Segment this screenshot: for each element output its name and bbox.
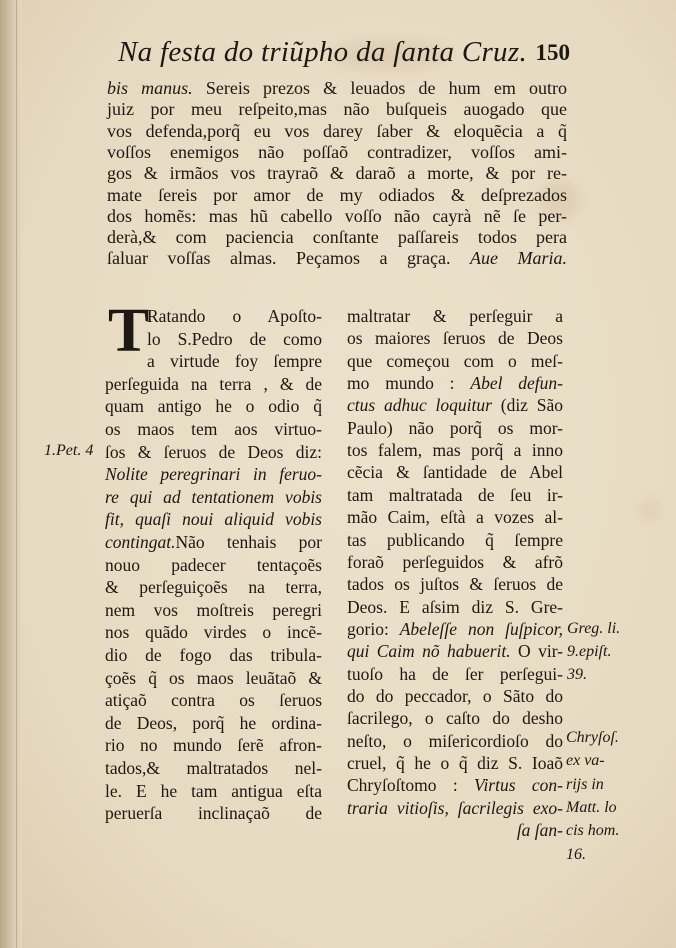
text-span: O vir- <box>510 641 563 662</box>
text-span: mo mundo : <box>347 373 471 394</box>
text-span: perſeguida na terra , & de <box>105 373 322 394</box>
page-edge-line <box>16 0 17 948</box>
text-line <box>347 462 563 483</box>
text-span: le. E he tam antigua eſta <box>105 780 322 801</box>
italic-text: Abel defun- <box>470 373 563 394</box>
text-line <box>105 442 322 463</box>
italic-text: qui Caim nõ habuerit. <box>347 641 511 662</box>
text-line <box>347 306 563 327</box>
text-line <box>147 306 322 327</box>
italic-text: Abeleſſe non ſuſpicor, <box>399 618 563 639</box>
text-span: ſacrilego, o caſto do desho <box>347 708 563 729</box>
running-title: Na festa do triũpho da ſanta Cruz. <box>118 36 527 68</box>
text-line <box>147 329 322 350</box>
text-span: gorio: <box>347 618 400 639</box>
margin-note: cis hom. <box>566 822 620 840</box>
text-line <box>347 664 563 685</box>
text-line <box>107 99 567 120</box>
margin-note: 39. <box>567 666 587 683</box>
text-line <box>105 419 322 440</box>
margin-note: Greg. li. <box>567 620 621 637</box>
text-span: tuoſo ha de ſer perſegui- <box>347 663 563 684</box>
text-line <box>107 142 567 163</box>
page-edge <box>0 0 22 948</box>
margin-note: Chryſoſ. <box>566 729 619 746</box>
text-span: os maiores ſeruos de Deos <box>347 328 563 349</box>
text-span: do do peccador, o Sãto do <box>347 685 563 706</box>
text-line <box>105 690 322 711</box>
text-line <box>347 820 563 841</box>
text-line <box>105 487 322 508</box>
text-line <box>105 509 322 530</box>
text-line <box>105 645 322 666</box>
text-span: que começou com o meſ- <box>347 350 563 371</box>
italic-text: re qui ad tentationem vobis <box>105 486 322 507</box>
text-span: neſto, o miſericordioſo do <box>347 730 563 751</box>
text-line <box>105 555 322 576</box>
text-line <box>347 753 563 774</box>
text-span: Chryſoſtomo : <box>347 775 475 796</box>
page-number: 150 <box>535 40 570 65</box>
text-line <box>347 395 563 416</box>
text-span: maltratar & perſeguir a <box>347 306 563 326</box>
text-line <box>105 396 322 417</box>
text-span: (diz São <box>491 395 563 416</box>
text-line <box>105 668 322 689</box>
text-span: mão Caim, eſtà a vozes al- <box>347 507 563 528</box>
text-span: lo S.Pedro de como <box>147 328 322 349</box>
margin-note: 16. <box>566 845 586 863</box>
text-span: Sereis prezos & leuados de hum em outro <box>192 78 567 98</box>
text-span: peruerſa inclinaçaõ de <box>105 803 322 824</box>
text-line <box>347 708 563 729</box>
text-span: nouo padecer tentaçoẽs <box>105 554 322 575</box>
text-span: cẽcia & ſantidade de Abel <box>347 462 563 483</box>
text-line <box>107 248 567 269</box>
text-line <box>347 798 563 819</box>
text-span: tados,& maltratados nel- <box>105 758 322 778</box>
italic-text: bis manus. <box>107 78 193 98</box>
text-span: & perſeguiçoẽs na terra, <box>105 577 322 598</box>
italic-text: Nolite peregrinari in feruo- <box>105 464 322 485</box>
text-line <box>105 758 322 779</box>
text-span: Ratando o Apoſto- <box>147 306 322 326</box>
text-line <box>107 185 567 206</box>
text-line <box>347 440 563 461</box>
text-span: tos falem, mas porq̃ a inno <box>347 440 563 461</box>
text-span: tas publicando q̃ ſempre <box>347 529 563 550</box>
text-span: çoẽs q̃ os maos leuãtaõ & <box>105 667 322 688</box>
text-line <box>105 532 322 553</box>
text-line <box>347 686 563 707</box>
text-span: dio de fogo das tribula- <box>105 645 322 665</box>
text-line <box>347 418 563 439</box>
italic-text: ctus adhuc loquitur <box>347 395 492 416</box>
text-line <box>147 351 322 372</box>
margin-note: Matt. lo <box>566 798 617 816</box>
running-header <box>118 36 570 70</box>
text-span: mate ſereis por amor de my odiados & deſprezados <box>107 184 567 205</box>
text-line <box>107 163 567 184</box>
text-span: ſos & ſeruos de Deos diz: <box>105 441 322 462</box>
text-span: vos defenda,porq̃ eu vos darey ſaber & eloquẽcia a q̃ <box>107 120 567 141</box>
stain <box>640 500 660 520</box>
text-span: Paulo) não porq̃ os mor- <box>347 417 563 438</box>
text-line <box>107 227 567 248</box>
text-line <box>347 619 563 640</box>
text-span: os maos tem aos virtuo- <box>105 419 322 439</box>
text-span: cruel, q̃ he o q̃ diz S. Ioaõ <box>347 753 563 773</box>
text-span: atiçaõ contra os ſeruos <box>105 690 322 711</box>
text-span: a virtude foy ſempre <box>147 351 322 372</box>
text-span: Deos. E aſsim diz S. Gre- <box>347 596 563 617</box>
text-span: derà,& com paciencia conſtante paſſareis todos pera <box>107 227 567 248</box>
text-line <box>105 713 322 734</box>
text-line <box>347 597 563 618</box>
drop-cap: T <box>108 297 150 365</box>
text-line <box>347 530 563 551</box>
text-line <box>347 574 563 595</box>
text-span: dos homẽs: mas hũ cabello voſſo não cayrà nẽ ſe per- <box>107 205 567 226</box>
text-span: Não tenhais por <box>175 532 322 552</box>
text-span: ſaluar voſſas almas. Peçamos a graça. <box>107 248 470 269</box>
text-span: foraõ perſeguidos & afrõ <box>347 551 563 572</box>
text-span: voſſos enemigos não poſſaõ contradizer, voſſos ami- <box>107 141 567 162</box>
text-line <box>347 485 563 506</box>
text-span: quam antigo he o odio q̃ <box>105 396 322 417</box>
text-line <box>105 735 322 756</box>
margin-note: ex va- <box>566 752 605 770</box>
text-line <box>105 464 322 485</box>
margin-note: 1.Pet. 4 <box>44 442 94 459</box>
text-span: nem vos moſtreis peregri <box>105 599 322 620</box>
text-span: gos & irmãos vos trayraõ & daraõ a morte, & por re- <box>107 163 567 184</box>
text-line <box>105 622 322 643</box>
text-span: juiz por meu reſpeito,mas não buſqueis auogado que <box>107 99 567 120</box>
margin-note: 9.epiſt. <box>567 643 612 660</box>
italic-text: traria vitioſis, ſacrilegis exo- <box>347 797 563 818</box>
text-line <box>347 731 563 752</box>
margin-note: rijs in <box>566 775 604 793</box>
text-line <box>105 374 322 395</box>
text-span: rio no mundo ſerẽ afron- <box>105 735 322 756</box>
text-line <box>105 803 322 824</box>
text-line <box>347 351 563 372</box>
text-line <box>105 600 322 621</box>
italic-text: ſa ſan- <box>516 820 563 841</box>
text-line <box>347 641 563 662</box>
text-span: nos quãdo virdes o incẽ- <box>105 622 322 643</box>
text-line <box>347 328 563 349</box>
text-line <box>107 206 567 227</box>
text-line <box>107 78 567 99</box>
text-line <box>347 775 563 796</box>
text-line <box>347 373 563 394</box>
text-line <box>347 507 563 528</box>
text-span: de Deos, porq̃ he ordina- <box>105 712 322 733</box>
text-line <box>347 552 563 573</box>
text-span: tados os juſtos & ſeruos de <box>347 574 563 595</box>
italic-text: Aue Maria. <box>470 248 567 269</box>
text-line <box>107 121 567 142</box>
italic-text: contingat. <box>105 532 176 552</box>
text-line <box>105 577 322 598</box>
text-line <box>105 781 322 802</box>
italic-text: fit, quaſi noui aliquid vobis <box>105 509 322 530</box>
text-span: tam maltratada de ſeu ir- <box>347 484 563 505</box>
italic-text: Virtus con- <box>474 775 563 796</box>
